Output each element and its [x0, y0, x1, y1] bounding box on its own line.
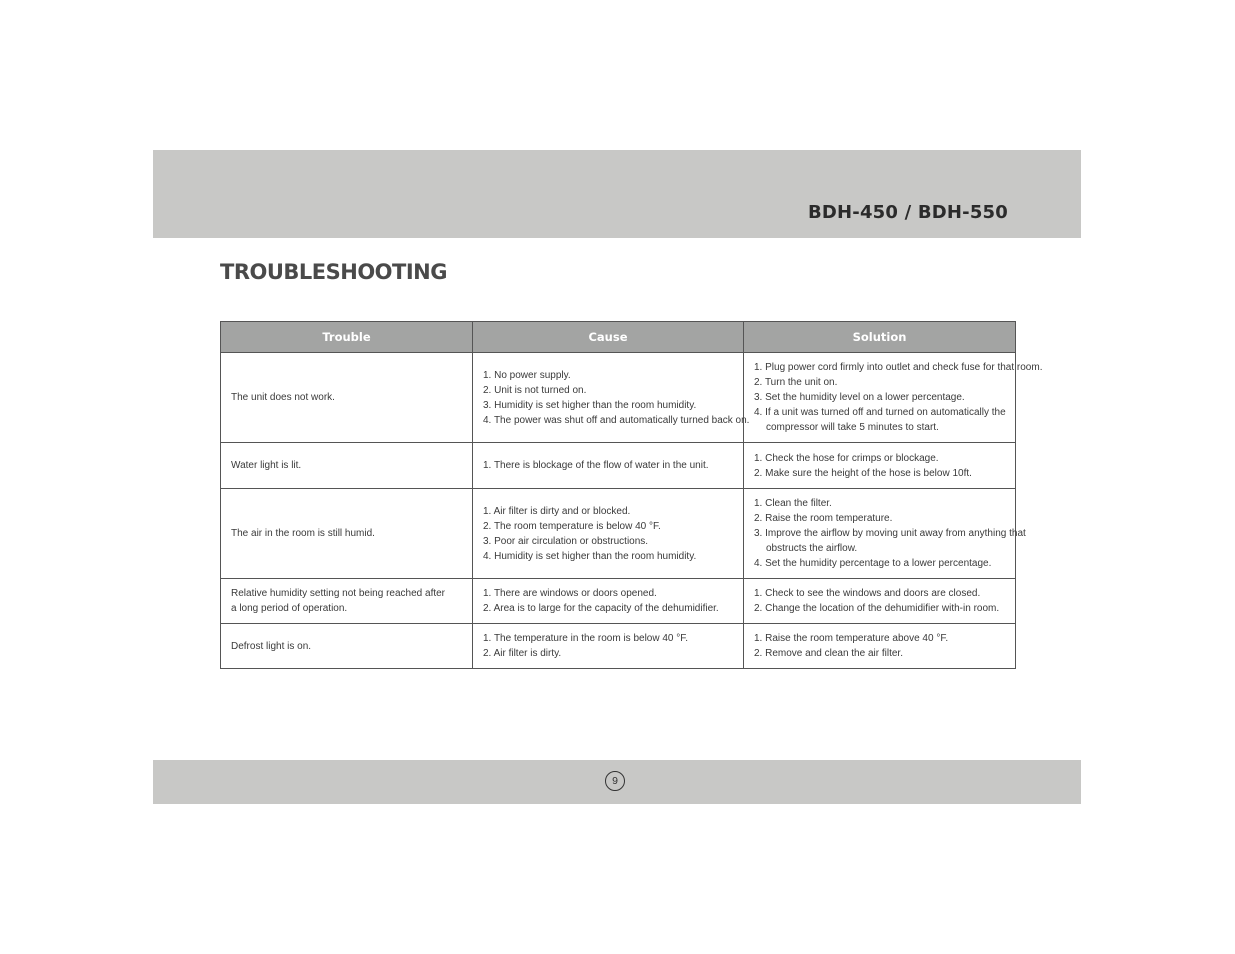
solution-line: 1. Clean the filter. — [754, 498, 832, 509]
cause-line: 4. Humidity is set higher than the room humidity. — [483, 550, 697, 562]
solution-cell — [744, 443, 1016, 489]
solution-cell — [744, 579, 1016, 624]
solution-line: 2. Turn the unit on. — [754, 377, 838, 388]
trouble-text: The air in the room is still humid. — [231, 528, 375, 539]
trouble-text: Defrost light is on. — [231, 640, 312, 652]
column-header-cause: Cause — [473, 322, 744, 353]
solution-cell — [744, 624, 1016, 669]
cause-line: 1. No power supply. — [483, 369, 571, 381]
solution-line: 1. Plug power cord firmly into outlet and check fuse for that room. — [754, 362, 1043, 373]
header-band — [153, 150, 1081, 238]
cause-line: 2. The room temperature is below 40 °F. — [483, 520, 661, 532]
table-row — [221, 353, 1016, 443]
solution-line: 2. Remove and clean the air filter. — [754, 648, 903, 659]
trouble-cell — [221, 489, 473, 579]
cause-cell — [473, 353, 750, 443]
cause-cell — [473, 624, 744, 669]
column-header-solution: Solution — [744, 322, 1016, 353]
page-title: TROUBLESHOOTING — [220, 260, 447, 284]
solution-line: 2. Raise the room temperature. — [754, 513, 893, 524]
trouble-text: The unit does not work. — [231, 392, 335, 403]
solution-line: compressor will take 5 minutes to start. — [766, 422, 939, 433]
solution-line: obstructs the airflow. — [766, 543, 858, 554]
column-header-trouble: Trouble — [221, 322, 473, 353]
trouble-cell — [221, 353, 473, 443]
cause-line: 2. Air filter is dirty. — [483, 648, 562, 659]
solution-line: 4. If a unit was turned off and turned on automatically the — [754, 407, 1006, 418]
table-row — [221, 489, 1016, 579]
cause-line: 4. The power was shut off and automatically turned back on. — [483, 414, 750, 426]
solution-line: 1. Raise the room temperature above 40 °F. — [754, 633, 949, 644]
cause-line: 1. There are windows or doors opened. — [483, 588, 657, 599]
trouble-cell — [221, 579, 473, 624]
solution-line: 3. Set the humidity level on a lower percentage. — [754, 392, 965, 403]
solution-line: 2. Make sure the height of the hose is below 10ft. — [754, 467, 972, 479]
cause-line: 2. Area is to large for the capacity of the dehumidifier. — [483, 603, 719, 614]
table-row — [221, 443, 1016, 489]
page-number: 9 — [605, 771, 625, 791]
solution-line: 1. Check the hose for crimps or blockage. — [754, 452, 939, 464]
trouble-text: Relative humidity setting not being reached after — [231, 588, 446, 599]
cause-line: 1. Air filter is dirty and or blocked. — [483, 505, 631, 517]
footer-band — [153, 760, 1081, 804]
solution-line: 3. Improve the airflow by moving unit away from anything that — [754, 528, 1026, 539]
trouble-cell — [221, 443, 473, 489]
troubleshooting-table — [220, 321, 1043, 669]
cause-line: 2. Unit is not turned on. — [483, 384, 587, 396]
cause-line: 3. Humidity is set higher than the room humidity. — [483, 399, 697, 411]
cause-line: 1. The temperature in the room is below 40 °F. — [483, 633, 689, 644]
table-row — [221, 624, 1016, 669]
table-row — [221, 579, 1016, 624]
solution-cell — [744, 353, 1043, 443]
table-header-row — [221, 322, 1016, 353]
solution-line: 2. Change the location of the dehumidifier with-in room. — [754, 603, 1000, 614]
cause-cell — [473, 443, 744, 489]
solution-line: 1. Check to see the windows and doors are closed. — [754, 588, 981, 599]
solution-line: 4. Set the humidity percentage to a lower percentage. — [754, 558, 992, 569]
cause-line: 3. Poor air circulation or obstructions. — [483, 535, 649, 547]
trouble-text: a long period of operation. — [231, 603, 348, 614]
cause-cell — [473, 579, 744, 624]
solution-cell — [744, 489, 1026, 579]
trouble-cell — [221, 624, 473, 669]
cause-cell — [473, 489, 744, 579]
cause-line: 1. There is blockage of the flow of water in the unit. — [483, 460, 709, 471]
model-title: BDH-450 / BDH-550 — [807, 202, 1008, 223]
trouble-text: Water light is lit. — [231, 460, 302, 471]
